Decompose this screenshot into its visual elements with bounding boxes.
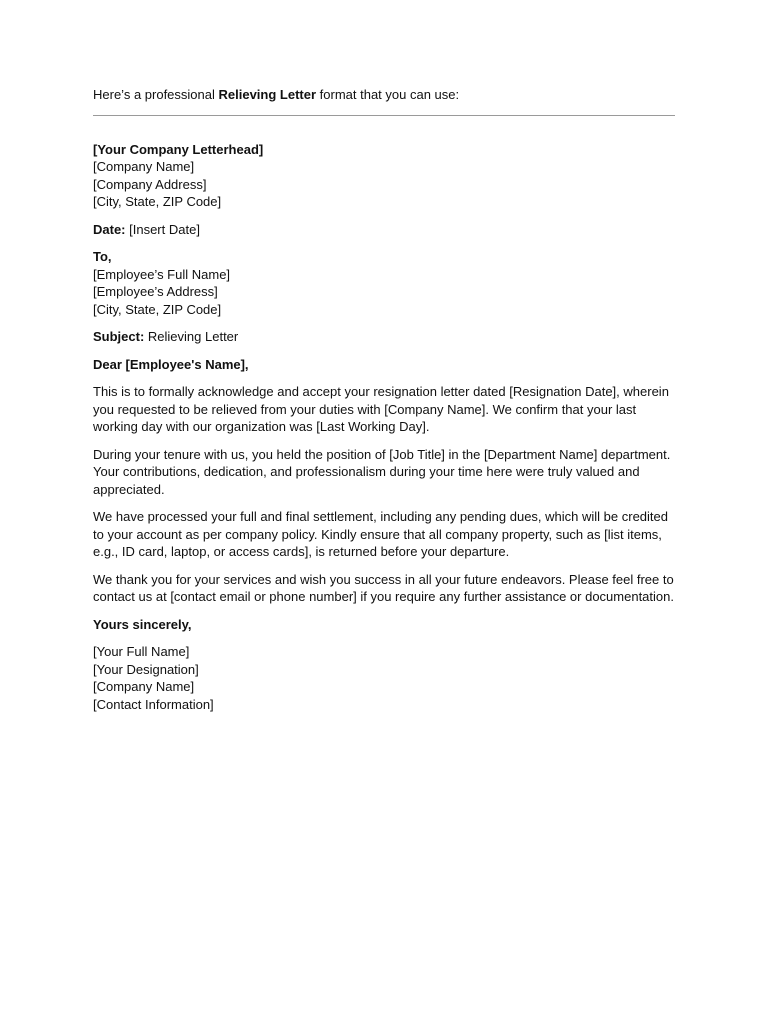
letterhead-title: [Your Company Letterhead] — [93, 141, 264, 157]
subject-label: Subject: — [93, 329, 145, 344]
date-value: [Insert Date] — [125, 221, 200, 237]
recipient-to: To, — [93, 249, 112, 264]
recipient-name: [Employee’s Full Name] — [93, 266, 231, 282]
signature-block — [93, 643, 675, 713]
body-paragraph-3: We have processed your full and final settlement, including any pending dues, which will be credited to your account as per company policy. Kindly ensure that all company property, such as [list items, e.g., ID card, laptop, or access cards], is returned before your departure. — [93, 509, 668, 559]
intro-prefix: Here’s a professional — [93, 87, 219, 102]
closing: Yours sincerely, — [93, 616, 192, 632]
recipient-city-state-zip: [City, State, ZIP Code] — [93, 301, 222, 317]
intro-text — [93, 86, 675, 104]
letterhead-company-address: [Company Address] — [93, 176, 207, 192]
recipient-address: [Employee’s Address] — [93, 284, 218, 299]
letterhead-block — [93, 141, 675, 211]
body-paragraph-2: During your tenure with us, you held the position of [Job Title] in the [Department Name] department. Your contributions, dedication, and professionalism during your time here were truly valued and appreciated. — [93, 446, 671, 497]
signature-designation: [Your Designation] — [93, 661, 199, 677]
body-paragraph-4: We thank you for your services and wish you success in all your future endeavors. Please feel free to contact us at [contact email or phone number] if you require any further assistance or documentation. — [93, 571, 674, 604]
date-line — [93, 221, 675, 239]
recipient-block — [93, 248, 675, 318]
subject-value: Relieving Letter — [144, 329, 239, 344]
salutation: Dear [Employee's Name], — [93, 356, 249, 372]
signature-contact: [Contact Information] — [93, 696, 214, 712]
letter-document — [93, 86, 675, 723]
body-paragraph-1: This is to formally acknowledge and accept your resignation letter dated [Resignation Date], wherein you requested to be relieved from your duties with [Company Name]. We confirm that your last working day with our organization was [Last Working Day]. — [93, 384, 669, 434]
letterhead-company-name: [Company Name] — [93, 159, 195, 174]
signature-company-name: [Company Name] — [93, 679, 195, 694]
signature-full-name: [Your Full Name] — [93, 644, 190, 659]
subject-line — [93, 328, 675, 346]
letterhead-city-state-zip: [City, State, ZIP Code] — [93, 194, 222, 209]
intro-emphasis: Relieving Letter — [218, 87, 317, 102]
horizontal-divider — [93, 115, 675, 116]
date-label: Date: — [93, 221, 126, 237]
intro-suffix: format that you can use: — [316, 87, 460, 102]
